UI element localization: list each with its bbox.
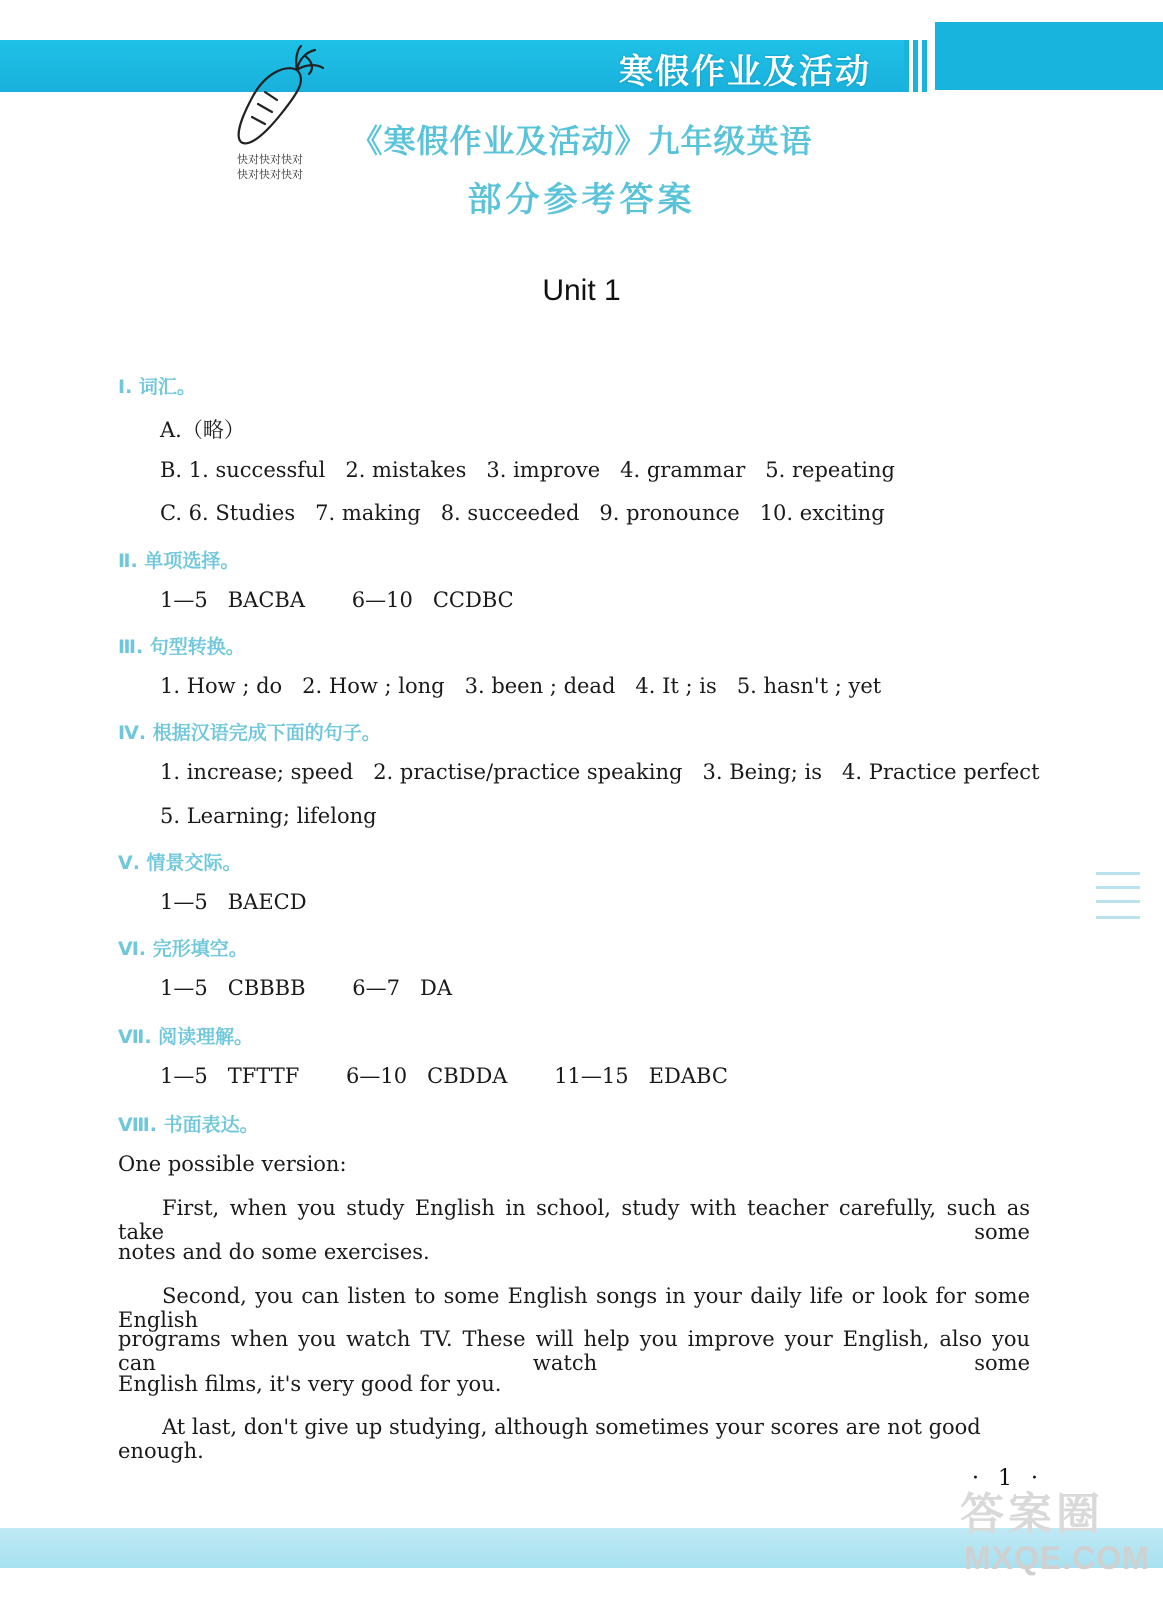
page-subtitle: 部分参考答案 <box>467 180 696 220</box>
essay-line: First, when you study English in school, study with teacher carefully, such as take some <box>118 1196 1030 1244</box>
section-heading-vocabulary: Ⅰ. 词汇。 <box>118 376 196 398</box>
answer-line: 1—5 TFTTF 6—10 CBDDA 11—15 EDABC <box>160 1064 728 1088</box>
answer-line: 1. increase; speed 2. practise/practice speaking 3. Being; is 4. Practice perfect <box>160 760 1040 784</box>
answer-line: C. 6. Studies 7. making 8. succeeded 9. pronounce 10. exciting <box>160 501 885 525</box>
essay-intro: One possible version: <box>118 1152 347 1176</box>
answer-line: 1—5 CBBBB 6—7 DA <box>160 976 453 1000</box>
essay-line: Second, you can listen to some English songs in your daily life or look for some English <box>118 1284 1030 1332</box>
essay-line: programs when you watch TV. These will help you improve your English, also you can watch some <box>118 1327 1030 1375</box>
section-heading-multiple-choice: Ⅱ. 单项选择。 <box>118 550 240 572</box>
section-heading-complete-sentences: Ⅳ. 根据汉语完成下面的句子。 <box>118 722 381 744</box>
essay-line: At last, don't give up studying, although sometimes your scores are not good enough. <box>118 1415 981 1463</box>
section-heading-reading: Ⅶ. 阅读理解。 <box>118 1026 254 1048</box>
section-heading-dialogue: Ⅴ. 情景交际。 <box>118 852 242 874</box>
answer-line: A.（略） <box>160 418 245 442</box>
page-title: 《寒假作业及活动》九年级英语 <box>350 122 813 160</box>
carrot-caption: 快对快对快对 快对快对快对 <box>237 153 303 181</box>
header-band-bars <box>900 40 934 92</box>
watermark: 答案圈 MXQE.COM <box>960 1489 1150 1576</box>
band-title: 寒假作业及活动 <box>619 52 871 92</box>
essay-line: notes and do some exercises. <box>118 1240 430 1264</box>
section-heading-cloze: Ⅵ. 完形填空。 <box>118 938 248 960</box>
margin-marks <box>1096 872 1140 932</box>
answer-line: 1—5 BACBA 6—10 CCDBC <box>160 588 514 612</box>
answer-line: 1—5 BAECD <box>160 890 307 914</box>
page-number: · 1 · <box>972 1466 1044 1491</box>
unit-title: Unit 1 <box>542 274 621 307</box>
essay-line: English films, it's very good for you. <box>118 1372 502 1396</box>
section-heading-sentence-transformation: Ⅲ. 句型转换。 <box>118 636 245 658</box>
answer-line: 1. How ; do 2. How ; long 3. been ; dead 4. It ; is 5. hasn't ; yet <box>160 674 882 698</box>
answer-line: 5. Learning; lifelong <box>160 804 377 828</box>
header-band-block <box>935 22 1163 90</box>
answer-line: B. 1. successful 2. mistakes 3. improve 4. grammar 5. repeating <box>160 458 895 482</box>
section-heading-writing: Ⅷ. 书面表达。 <box>118 1114 259 1136</box>
